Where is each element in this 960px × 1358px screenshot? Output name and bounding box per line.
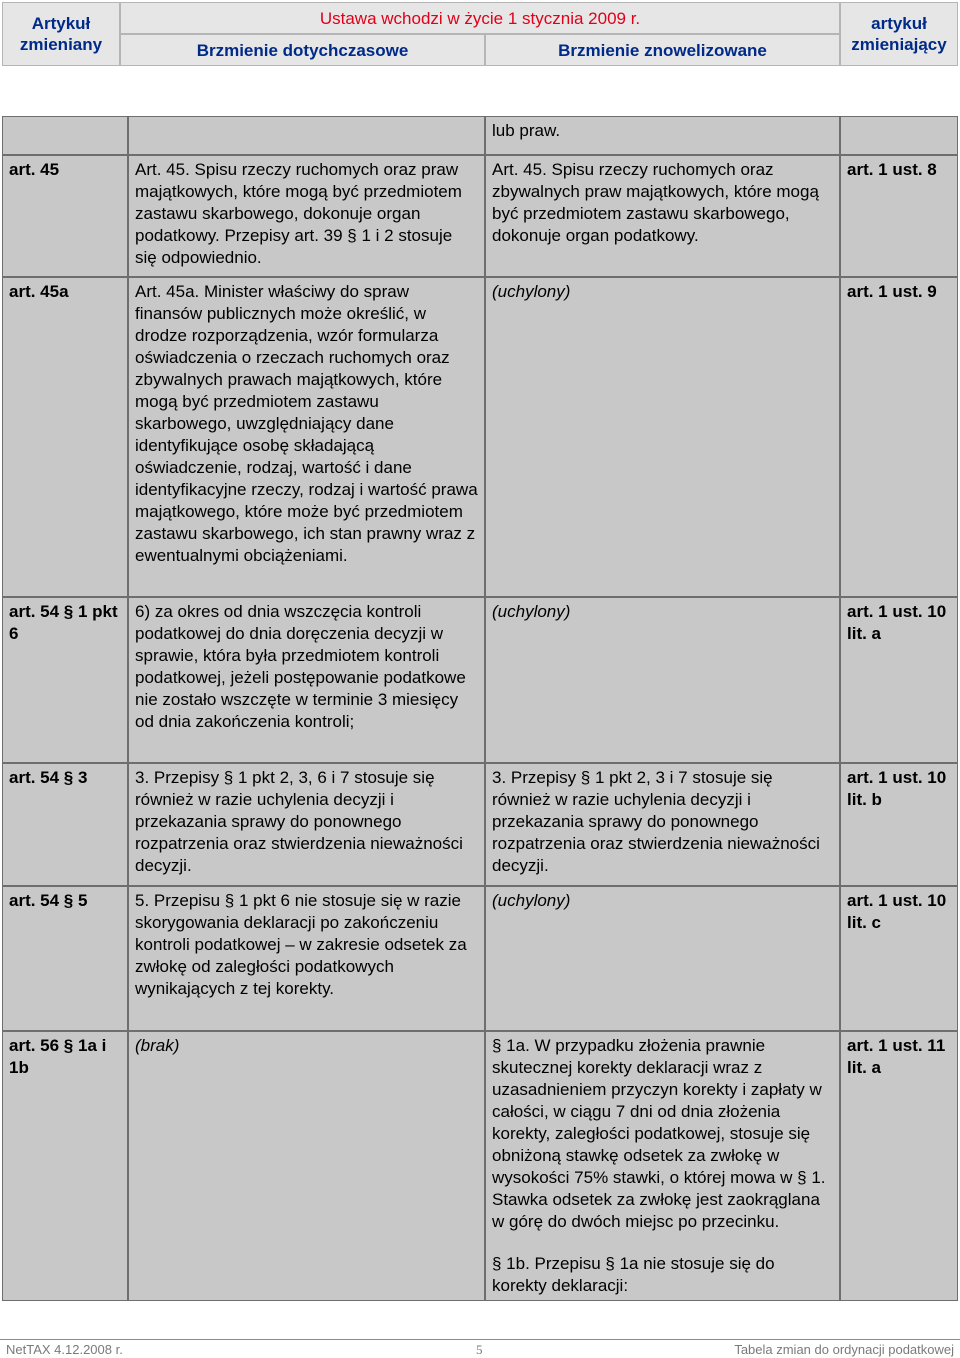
previous-wording-cell: Art. 45a. Minister właściwy do spraw finansów publicznych może określić, w drodze rozporządzenia, wzór formularza oświadczenia o rzeczach ruchomych oraz zbywalnych prawach majątkowych, które mogą być przedmiotem zastawu skarbowego, uwzględniający dane identyfikujące osobę składającą oświadczenie, rodzaj, wartość i dane identyfikacyjne rzeczy, rodzaj i wartość prawa majątkowego, które może być przedmiotem zastawu skarbowego, ich stan prawny wraz z ewentualnymi obciążeniami.: [128, 277, 485, 597]
amending-article-cell: art. 1 ust. 10 lit. a: [840, 597, 958, 763]
amended-article-cell: art. 54 § 1 pkt 6: [2, 597, 128, 763]
paragraph-1b: § 1b. Przepisu § 1a nie stosuje się do korekty deklaracji:: [492, 1254, 775, 1295]
new-wording-cell: (uchylony): [485, 277, 840, 597]
amending-article-cell: art. 1 ust. 9: [840, 277, 958, 597]
amended-article-cell: art. 54 § 3: [2, 763, 128, 886]
new-wording-cell: (uchylony): [485, 886, 840, 1031]
footer-source: NetTAX 4.12.2008 r.: [6, 1342, 123, 1357]
previous-wording-cell: 6) za okres od dnia wszczęcia kontroli podatkowej do dnia doręczenia decyzji w sprawie, która była przedmiotem kontroli podatkowej, jeżeli postępowanie podatkowe nie zostało wszczęte w terminie 3 miesięcy od dnia zakończenia kontroli;: [128, 597, 485, 763]
table-row: [2, 597, 958, 763]
header-new-wording: Brzmienie znowelizowane: [485, 34, 840, 66]
paragraph-gap: [492, 1233, 833, 1253]
previous-wording-cell: Art. 45. Spisu rzeczy ruchomych oraz praw majątkowych, które mogą być przedmiotem zastawu skarbowego, dokonuje organ podatkowy. Przepisy art. 39 § 1 i 2 stosuje się odpowiednio.: [128, 155, 485, 277]
table-row: [2, 116, 958, 155]
table-row: [2, 277, 958, 597]
table-row: [2, 886, 958, 1031]
amending-article-cell: art. 1 ust. 8: [840, 155, 958, 277]
table-row: [2, 763, 958, 886]
amending-article-cell: art. 1 ust. 11 lit. a: [840, 1031, 958, 1301]
header-amended-article: Artykuł zmieniany: [2, 2, 120, 66]
header-effective-date-banner: Ustawa wchodzi w życie 1 stycznia 2009 r.: [120, 2, 840, 34]
amended-article-cell: art. 56 § 1a i 1b: [2, 1031, 128, 1301]
table-header: [2, 2, 958, 66]
page-number: 5: [476, 1342, 483, 1357]
new-wording-cell: [485, 1031, 840, 1301]
previous-wording-cell: (brak): [128, 1031, 485, 1301]
amended-article-cell: art. 45a: [2, 277, 128, 597]
paragraph-1a: § 1a. W przypadku złożenia prawnie skutecznej korekty deklaracji wraz z uzasadnieniem przyczyn korekty i zapłaty w całości, w ciągu 7 dni od dnia złożenia korekty, zaległości podatkowej, stosuje się obniżoną stawkę odsetek za zwłokę w wysokości 75% stawki, o której mowa w § 1. Stawka odsetek za zwłokę jest zaokrąglana w górę do dwóch miejsc po przecinku.: [492, 1036, 826, 1231]
continuation-text: lub praw.: [485, 116, 840, 155]
amended-article-cell: art. 54 § 5: [2, 886, 128, 1031]
new-wording-cell: 3. Przepisy § 1 pkt 2, 3 i 7 stosuje się również w razie uchylenia decyzji i przekazania sprawy do ponownego rozpatrzenia oraz stwierdzenia nieważności decyzji.: [485, 763, 840, 886]
amended-article-cell: art. 45: [2, 155, 128, 277]
table-row: [2, 155, 958, 277]
empty-cell: [128, 116, 485, 155]
amending-article-cell: art. 1 ust. 10 lit. b: [840, 763, 958, 886]
header-amending-article: artykuł zmieniający: [840, 2, 958, 66]
table-row: [2, 1031, 958, 1301]
amendments-table: [2, 116, 958, 1301]
previous-wording-cell: 5. Przepisu § 1 pkt 6 nie stosuje się w razie skorygowania deklaracji po zakończeniu kontroli podatkowej – w zakresie odsetek za zwłokę od zaległości podatkowych wynikających z tej korekty.: [128, 886, 485, 1031]
amending-article-cell: art. 1 ust. 10 lit. c: [840, 886, 958, 1031]
new-wording-cell: (uchylony): [485, 597, 840, 763]
previous-wording-cell: 3. Przepisy § 1 pkt 2, 3, 6 i 7 stosuje się również w razie uchylenia decyzji i przekazania sprawy do ponownego rozpatrzenia oraz stwierdzenia nieważności decyzji.: [128, 763, 485, 886]
page-footer: [0, 1339, 960, 1358]
footer-document-title: Tabela zmian do ordynacji podatkowej: [734, 1342, 954, 1357]
empty-cell: [840, 116, 958, 155]
empty-cell: [2, 116, 128, 155]
header-previous-wording: Brzmienie dotychczasowe: [120, 34, 485, 66]
new-wording-cell: Art. 45. Spisu rzeczy ruchomych oraz zbywalnych praw majątkowych, które mogą być przedmiotem zastawu skarbowego, dokonuje organ podatkowy.: [485, 155, 840, 277]
